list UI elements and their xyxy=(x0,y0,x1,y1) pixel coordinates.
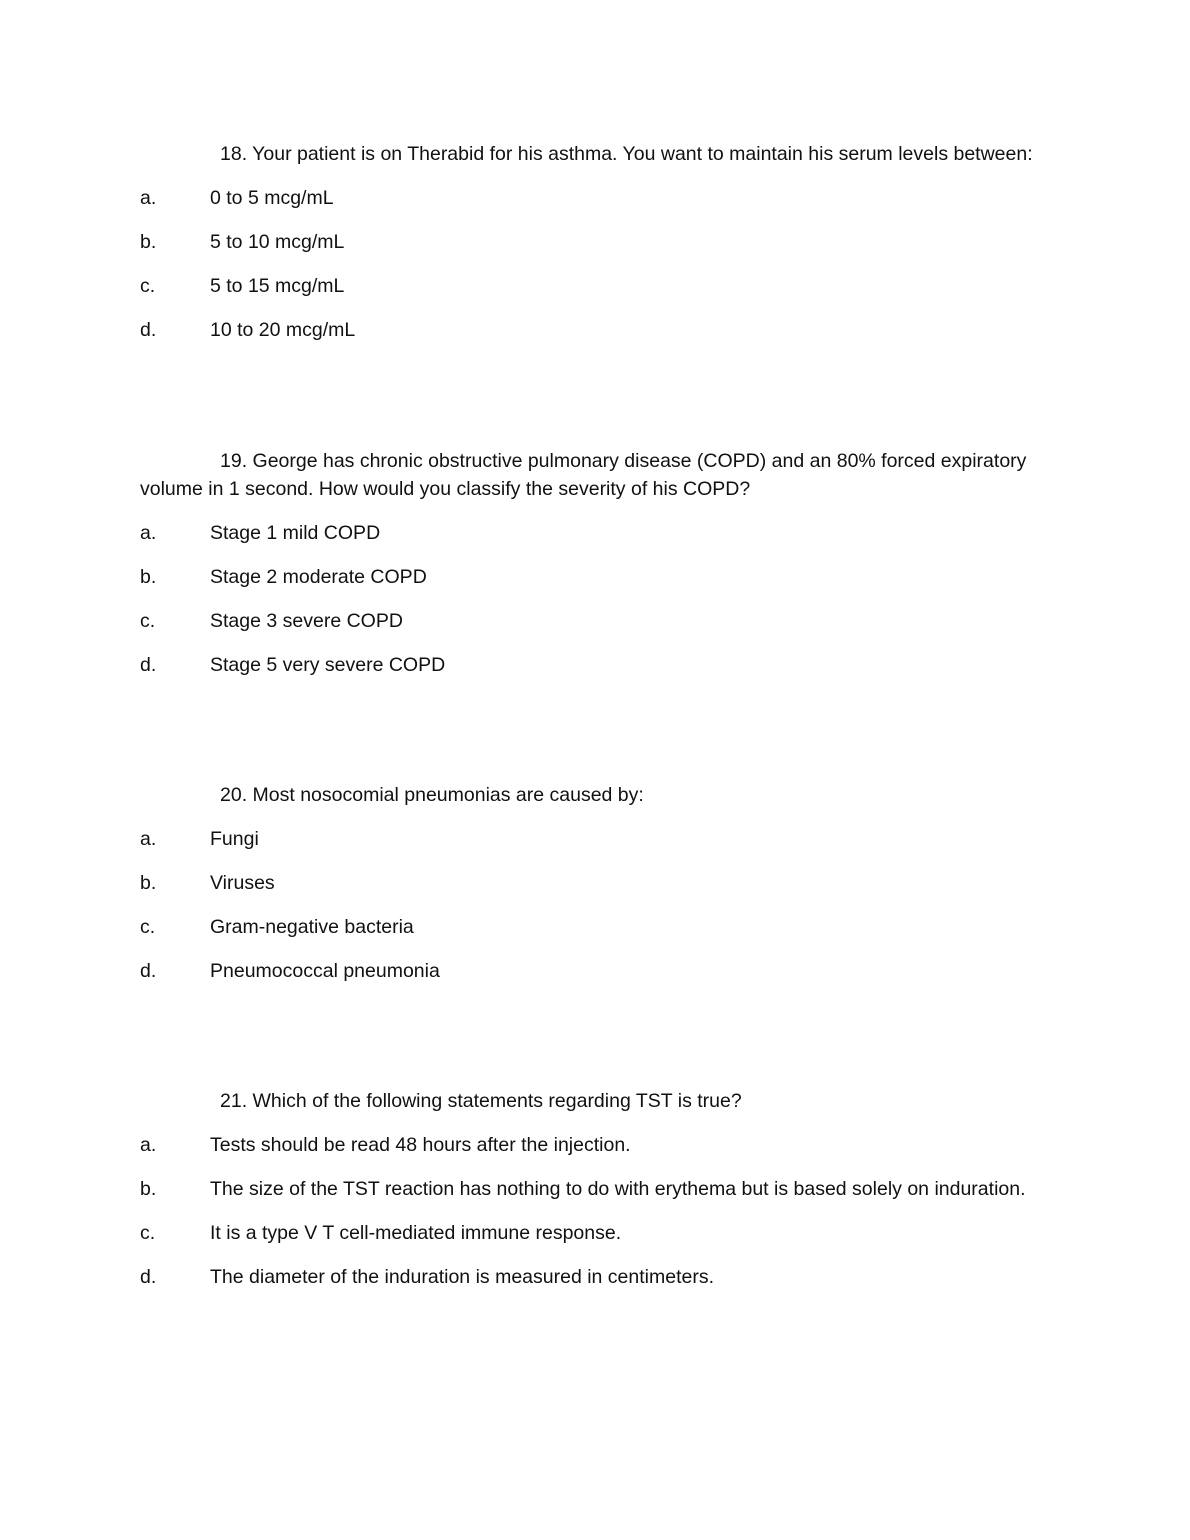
answer-option xyxy=(140,563,1050,607)
option-letter: d. xyxy=(140,960,157,982)
option-text: Fungi xyxy=(210,828,259,850)
option-text: 5 to 15 mcg/mL xyxy=(210,275,345,297)
answer-option xyxy=(140,957,1050,1001)
answer-option xyxy=(140,184,1050,228)
answer-option xyxy=(140,519,1050,563)
option-letter: c. xyxy=(140,610,156,632)
option-letter: a. xyxy=(140,522,157,544)
option-text: Tests should be read 48 hours after the injection. xyxy=(210,1134,631,1156)
option-letter: b. xyxy=(140,1178,157,1200)
option-letter: b. xyxy=(140,566,157,588)
answer-options xyxy=(140,1131,1050,1307)
option-letter: a. xyxy=(140,828,157,850)
option-letter: b. xyxy=(140,872,157,894)
answer-option xyxy=(140,651,1050,695)
option-text: 10 to 20 mcg/mL xyxy=(210,319,356,341)
option-letter: d. xyxy=(140,319,157,341)
answer-option xyxy=(140,869,1050,913)
option-text: The diameter of the induration is measured in centimeters. xyxy=(210,1266,715,1288)
answer-options xyxy=(140,825,1050,1001)
option-text: Gram-negative bacteria xyxy=(210,916,414,938)
option-text: 5 to 10 mcg/mL xyxy=(210,231,345,253)
option-letter: c. xyxy=(140,1222,156,1244)
question-stem: 18. Your patient is on Therabid for his asthma. You want to maintain his serum levels between: xyxy=(220,143,1033,165)
question-20 xyxy=(140,781,1050,1001)
question-18 xyxy=(140,140,1050,360)
option-letter: b. xyxy=(140,231,157,253)
option-text: 0 to 5 mcg/mL xyxy=(210,187,334,209)
option-letter: d. xyxy=(140,654,157,676)
option-letter: c. xyxy=(140,275,156,297)
answer-option xyxy=(140,1263,1050,1307)
answer-option xyxy=(140,825,1050,869)
option-letter: d. xyxy=(140,1266,157,1288)
answer-option xyxy=(140,272,1050,316)
option-text: Stage 2 moderate COPD xyxy=(210,566,427,588)
option-text: Stage 5 very severe COPD xyxy=(210,654,446,676)
option-text: Stage 1 mild COPD xyxy=(210,522,381,544)
question-21 xyxy=(140,1087,1050,1307)
option-text: It is a type V T cell-mediated immune response. xyxy=(210,1222,622,1244)
option-text: Pneumococcal pneumonia xyxy=(210,960,440,982)
option-text: The size of the TST reaction has nothing to do with erythema but is based solely on induration. xyxy=(210,1178,1026,1200)
question-stem: 19. George has chronic obstructive pulmonary disease (COPD) and an 80% forced expiratory volume in 1 second. How would you classify the severity of his COPD? xyxy=(140,450,1027,500)
question-stem: 20. Most nosocomial pneumonias are caused by: xyxy=(220,784,644,806)
option-letter: c. xyxy=(140,916,156,938)
answer-option xyxy=(140,607,1050,651)
answer-option xyxy=(140,1175,1050,1219)
option-text: Stage 3 severe COPD xyxy=(210,610,403,632)
answer-options xyxy=(140,184,1050,360)
answer-option xyxy=(140,228,1050,272)
answer-options xyxy=(140,519,1050,695)
answer-option xyxy=(140,913,1050,957)
answer-option xyxy=(140,316,1050,360)
option-letter: a. xyxy=(140,187,157,209)
option-letter: a. xyxy=(140,1134,157,1156)
question-19 xyxy=(140,447,1050,695)
option-text: Viruses xyxy=(210,872,275,894)
answer-option xyxy=(140,1131,1050,1175)
answer-option xyxy=(140,1219,1050,1263)
question-stem: 21. Which of the following statements regarding TST is true? xyxy=(220,1090,742,1112)
